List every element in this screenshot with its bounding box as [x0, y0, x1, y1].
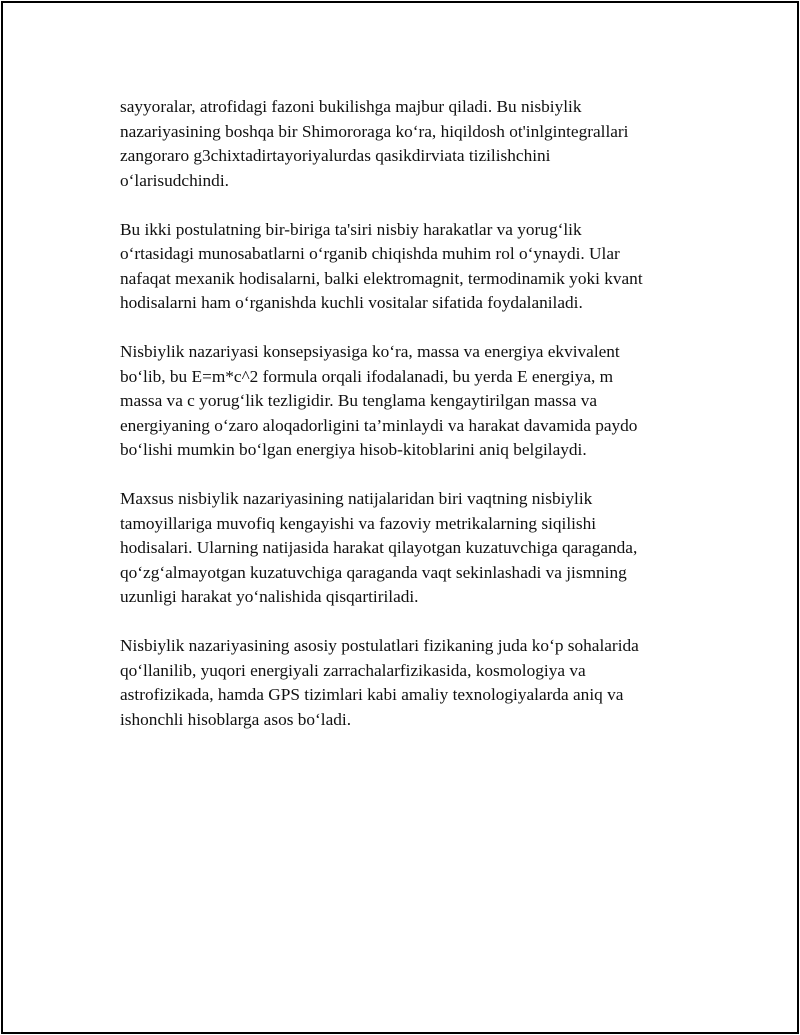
paragraph-5: Nisbiylik nazariyasining asosiy postulatlari fizikaning juda ko‘p sohalarida qo‘llanilib, yuqori energiyali zarrachalarfizikasida, kosmologiya va astrofizikada, hamda GPS tizimlari kabi amaliy texnologiyalarda aniq va ishonchli hisoblarga asos bo‘ladi. — [120, 636, 639, 729]
document-page — [1, 1, 799, 1034]
paragraph-3: Nisbiylik nazariyasi konsepsiyasiga ko‘ra, massa va energiya ekvivalent bo‘lib, bu E=m*c^2 formula orqali ifodalanadi, bu yerda E energiya, m massa va c yorug‘lik tezligidir. Bu tenglama kengaytirilgan massa va energiyaning o‘zaro aloqadorligini ta’minlaydi va harakat davamida paydo bo‘lishi mumkin bo‘lgan energiya hisob-kitoblarini aniq belgilaydi. — [120, 342, 638, 459]
paragraph-1: sayyoralar, atrofidagi fazoni bukilishga majbur qiladi. Bu nisbiylik nazariyasining boshqa bir Shimororaga ko‘ra, hiqildosh ot'inlgintegrallari zangoraro g3chixtadirtayoriyalurdas qasikdirviata tizilishchini o‘larisudchindi. — [120, 97, 629, 190]
document-body — [120, 95, 690, 757]
paragraph-2: Bu ikki postulatning bir-biriga ta'siri nisbiy harakatlar va yorug‘lik o‘rtasidagi munosabatlarni o‘rganib chiqishda muhim rol o‘ynaydi. Ular nafaqat mexanik hodisalarni, balki elektromagnit, termodinamik yoki kvant hodisalarni ham o‘rganishda kuchli vositalar sifatida foydalaniladi. — [120, 219, 643, 312]
paragraph-4: Maxsus nisbiylik nazariyasining natijalaridan biri vaqtning nisbiylik tamoyillariga muvofiq kengayishi va fazoviy metrikalarning siqilishi hodisalari. Ularning natijasida harakat qilayotgan kuzatuvchiga qaraganda, qo‘zg‘almayotgan kuzatuvchiga qaraganda vaqt sekinlashadi va jismning uzunligi harakat yo‘nalishida qisqartiriladi. — [120, 489, 638, 606]
